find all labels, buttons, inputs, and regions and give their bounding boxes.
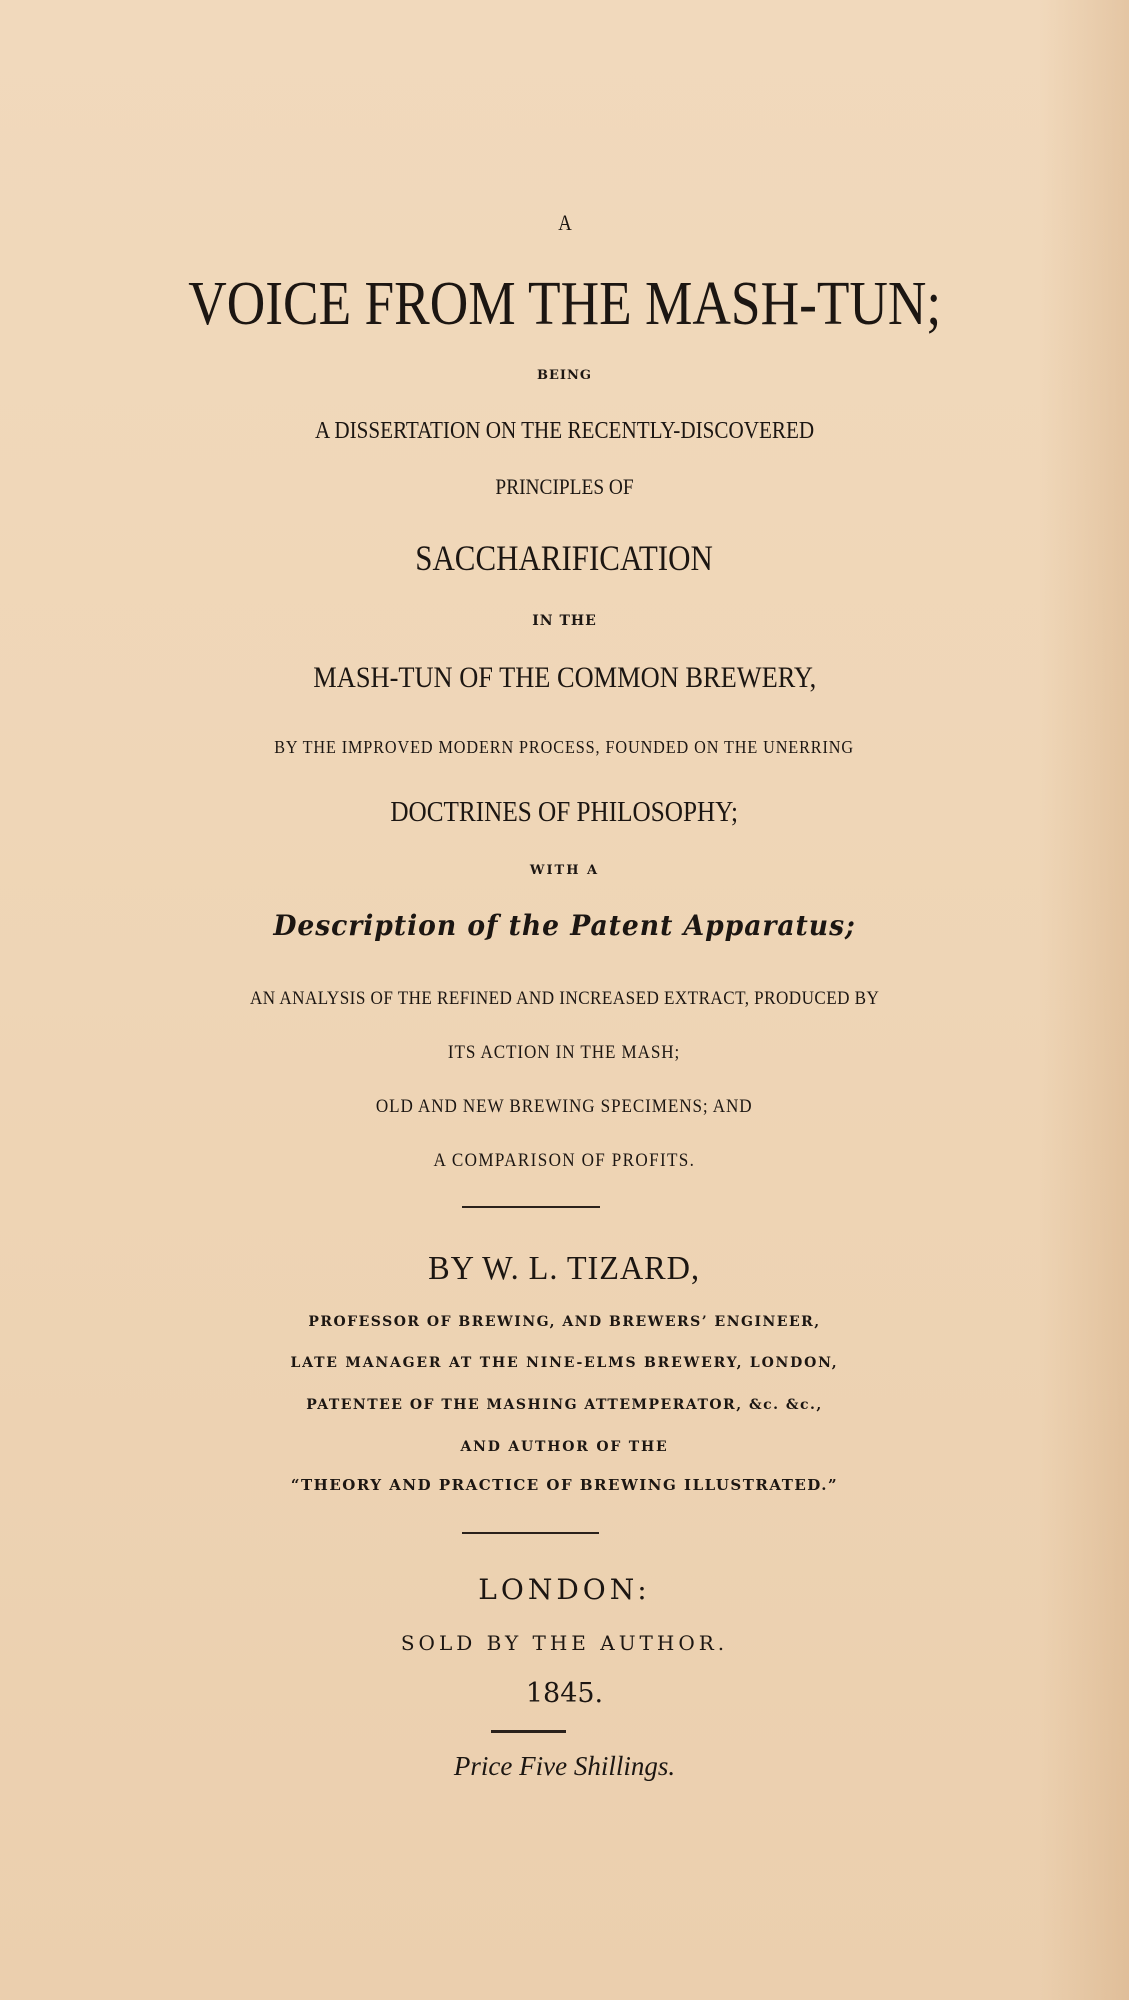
author-credential-2: LATE MANAGER AT THE NINE-ELMS BREWERY, LONDON, xyxy=(290,1355,839,1371)
subtitle-principles: PRINCIPLES OF xyxy=(495,474,634,499)
subtitle-dissertation: A DISSERTATION ON THE RECENTLY-DISCOVERED xyxy=(314,418,815,444)
subtitle-mash-tun: MASH-TUN OF THE COMMON BREWERY, xyxy=(313,661,816,694)
author-credential-4: AND AUTHOR OF THE xyxy=(460,1439,669,1455)
analysis-line-1: AN ANALYSIS OF THE REFINED AND INCREASED EXTRACT, PRODUCED BY xyxy=(249,988,880,1009)
blackletter-description: Description of the Patent Apparatus; xyxy=(273,909,856,942)
main-title: VOICE FROM THE MASH-TUN; xyxy=(188,270,941,338)
being-label: BEING xyxy=(537,368,592,383)
imprint-publisher: SOLD BY THE AUTHOR. xyxy=(400,1631,729,1655)
subtitle-improved-process: BY THE IMPROVED MODERN PROCESS, FOUNDED ON THE UNERRING xyxy=(274,737,855,757)
analysis-line-3: OLD AND NEW BREWING SPECIMENS; AND xyxy=(376,1096,753,1117)
with-a-label: WITH A xyxy=(529,863,600,878)
subtitle-saccharification: SACCHARIFICATION xyxy=(415,538,714,578)
author-credential-1: PROFESSOR OF BREWING, AND BREWERS’ ENGINEER, xyxy=(308,1314,821,1330)
subtitle-doctrines: DOCTRINES OF PHILOSOPHY; xyxy=(390,797,739,828)
imprint-place: LONDON: xyxy=(478,1573,651,1606)
analysis-line-2: ITS ACTION IN THE MASH; xyxy=(448,1042,681,1063)
imprint-year: 1845. xyxy=(525,1678,604,1709)
author-credential-3: PATENTEE OF THE MASHING ATTEMPERATOR, &c. &c., xyxy=(306,1397,823,1413)
divider-rule-3 xyxy=(491,1730,566,1733)
imprint-price: Price Five Shillings. xyxy=(453,1751,676,1781)
title-article: A xyxy=(557,210,572,235)
divider-rule-2 xyxy=(462,1532,599,1534)
divider-rule-1 xyxy=(462,1206,600,1208)
subtitle-in-the: IN THE xyxy=(532,613,597,629)
author-credential-5: “THEORY AND PRACTICE OF BREWING ILLUSTRATED.” xyxy=(290,1476,839,1494)
author-byline: BY W. L. TIZARD, xyxy=(428,1250,701,1287)
analysis-line-4: A COMPARISON OF PROFITS. xyxy=(433,1150,696,1171)
